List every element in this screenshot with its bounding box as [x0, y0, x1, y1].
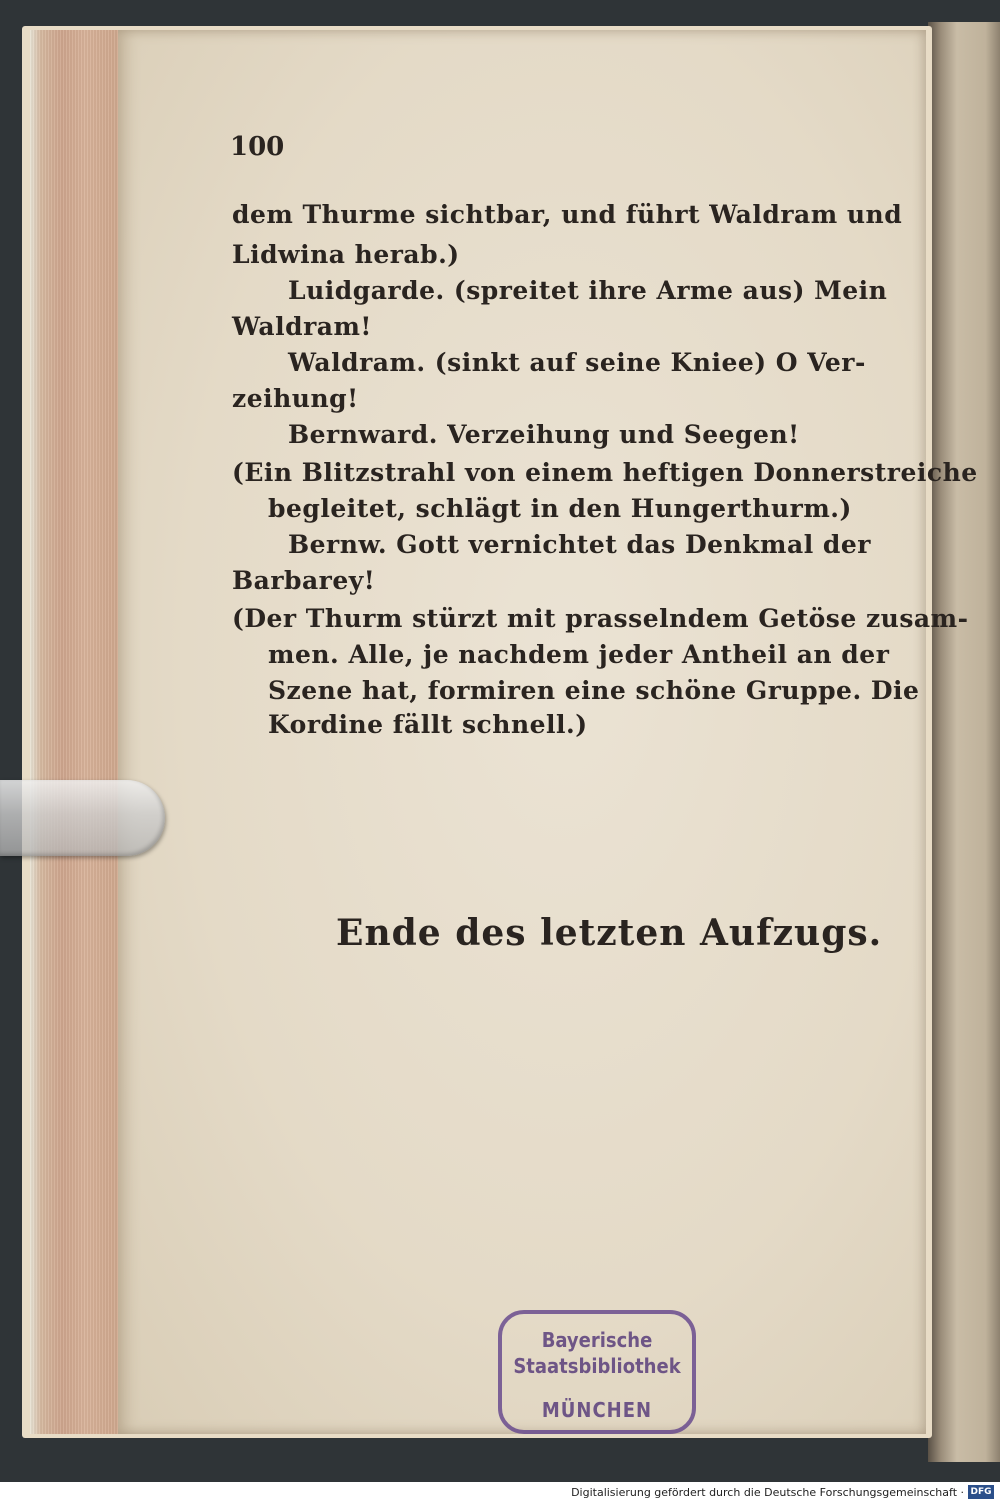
text-line: Bernward. Verzeihung und Seegen!: [288, 420, 800, 449]
text-line: men. Alle, je nachdem jeder Antheil an der: [268, 640, 890, 669]
text-line: begleitet, schlägt in den Hungerthurm.): [268, 494, 852, 523]
stamp-line: MÜNCHEN: [541, 1398, 653, 1422]
text-line: dem Thurme sichtbar, und führt Waldram und: [232, 200, 903, 229]
text-line: Lidwina herab.): [232, 240, 460, 269]
text-line: Barbarey!: [232, 566, 376, 595]
text-line: Kordine fällt schnell.): [268, 710, 588, 739]
stamp-line: Staatsbibliothek: [513, 1354, 681, 1378]
text-line: (Der Thurm stürzt mit prasselndem Getöse zusam-: [232, 604, 969, 633]
act-ending-heading: Ende des letzten Aufzugs.: [336, 912, 883, 954]
page-number: 100: [230, 132, 285, 162]
text-line: Luidgarde. (spreitet ihre Arme aus) Mein: [288, 276, 888, 305]
library-stamp: [498, 1310, 696, 1434]
text-line: Waldram!: [232, 312, 372, 341]
text-line: (Ein Blitzstrahl von einem heftigen Donnerstreiche: [232, 458, 978, 487]
text-line: Bernw. Gott vernichtet das Denkmal der: [288, 530, 871, 559]
text-line: Szene hat, formiren eine schöne Gruppe. Die: [268, 676, 920, 705]
footer-credit: Digitalisierung gefördert durch die Deutsche Forschungsgemeinschaft ·: [571, 1486, 964, 1499]
facing-page-edge: [928, 22, 1000, 1462]
page-edges: [30, 30, 122, 1434]
stamp-line: Bayerische: [541, 1328, 653, 1352]
page-clip: [0, 780, 165, 856]
text-line: Waldram. (sinkt auf seine Kniee) O Ver-: [288, 348, 866, 377]
text-line: zeihung!: [232, 384, 359, 413]
dfg-logo-icon: DFG: [968, 1485, 994, 1499]
